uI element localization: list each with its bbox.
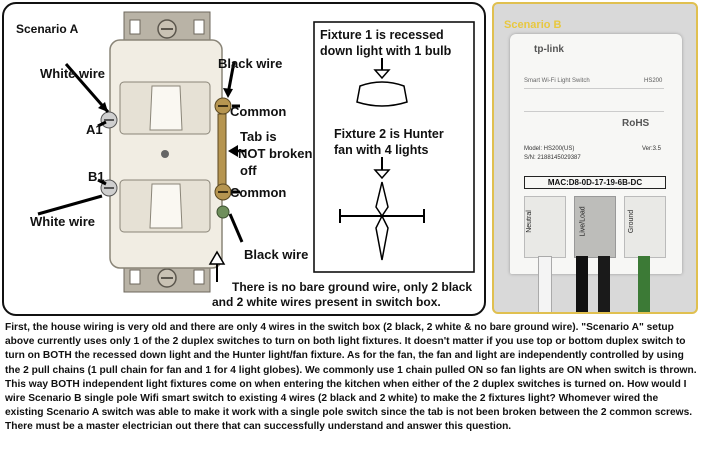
live-load-label: Live/Load <box>579 206 587 237</box>
strap-slot-right <box>194 20 204 34</box>
recessed-light-shape <box>357 82 407 106</box>
black-wire-2 <box>598 256 610 314</box>
white-wire-bottom-label: White wire <box>30 214 96 229</box>
spec-lines <box>524 88 664 112</box>
arrow-black-wire-bottom <box>230 214 242 242</box>
scenario-b-panel <box>492 2 698 314</box>
black-wire-bottom-label: Black wire <box>244 247 309 262</box>
model-line: Model: HS200(US) <box>524 146 575 152</box>
ground-screw <box>217 206 229 218</box>
ground-label: Ground <box>628 209 636 234</box>
common-top-label: Common <box>230 104 287 119</box>
rohs-label: RoHS <box>622 118 650 129</box>
product-label: Smart Wi-Fi Light Switch <box>524 78 590 84</box>
black-wire-top-label: Black wire <box>218 56 283 71</box>
neutral-wire <box>538 256 552 314</box>
ground-wire <box>638 256 650 314</box>
toggle-paddle-top <box>150 86 182 130</box>
scenario-b-title: Scenario B <box>504 19 562 31</box>
model-code: HS200 <box>644 78 663 84</box>
center-screw <box>161 150 169 158</box>
connecting-tab <box>218 114 226 186</box>
toggle-paddle-bottom <box>150 184 182 228</box>
version-line: Ver:3.5 <box>642 146 662 152</box>
serial-line: S/N: 2188145029387 <box>524 155 581 161</box>
mac-line: MAC:D8-0D-17-19-6B-DC <box>524 176 666 189</box>
fixture2-line-1: Fixture 2 is Hunter <box>334 127 444 141</box>
tab-label-3: off <box>240 163 257 178</box>
note-line-2: and 2 white wires present in switch box. <box>212 295 441 309</box>
strap-slot-left <box>130 20 140 34</box>
fixture2-line-2: fan with 4 lights <box>334 143 429 157</box>
tab-label-2: NOT broken <box>238 146 313 161</box>
note-line-1: There is no bare ground wire, only 2 black <box>232 280 473 294</box>
a1-label: A1 <box>86 122 103 137</box>
scenario-a-panel <box>2 2 486 316</box>
fixture1-line-1: Fixture 1 is recessed <box>320 28 444 42</box>
common-bottom-label: Common <box>230 185 287 200</box>
b1-label: B1 <box>88 169 105 184</box>
white-wire-top-label: White wire <box>40 66 106 81</box>
arrow-white-wire-bottom <box>38 196 102 214</box>
brand-label: tp-link <box>534 44 564 55</box>
neutral-label: Neutral <box>525 210 533 233</box>
black-wire-1 <box>576 256 588 314</box>
description-text: First, the house wiring is very old and there are only 4 wires in the switch box (2 black, 2 white & no bare ground wire). "Scenario A" setup above currently uses only 1 of the 2 duplex switches to turn on both light fixtures. It doesn't matter if you use top or bottom duplex switch to turn on BOTH the recessed down light and the Hunter light/fan fixture. As for the fan, the fan and light are independently controlled by using the 2 pull chains (1 pull chain for fan and 1 for 4 light globes). We commonly use 1 chain pulled ON so fan lights are ON when switch is thrown. This way BOTH independent light fixtures come on when entering the kitchen when either of the 2 duplex switches is turned on. How would I wire Scenario B single pole Wifi smart switch to existing 4 wires (2 black and 2 white) to make the 2 fixtures light? Whomever wired the existing Scenario A switch was able to make it work with a single pole switch since the tab is not been broken between the 2 common screws. There must be a master electrician out there that can successfully understand and answer this question. <box>5 322 697 433</box>
tab-label-1: Tab is <box>240 129 277 144</box>
fixture1-line-2: down light with 1 bulb <box>320 44 452 58</box>
scenario-a-title: Scenario A <box>16 22 79 36</box>
